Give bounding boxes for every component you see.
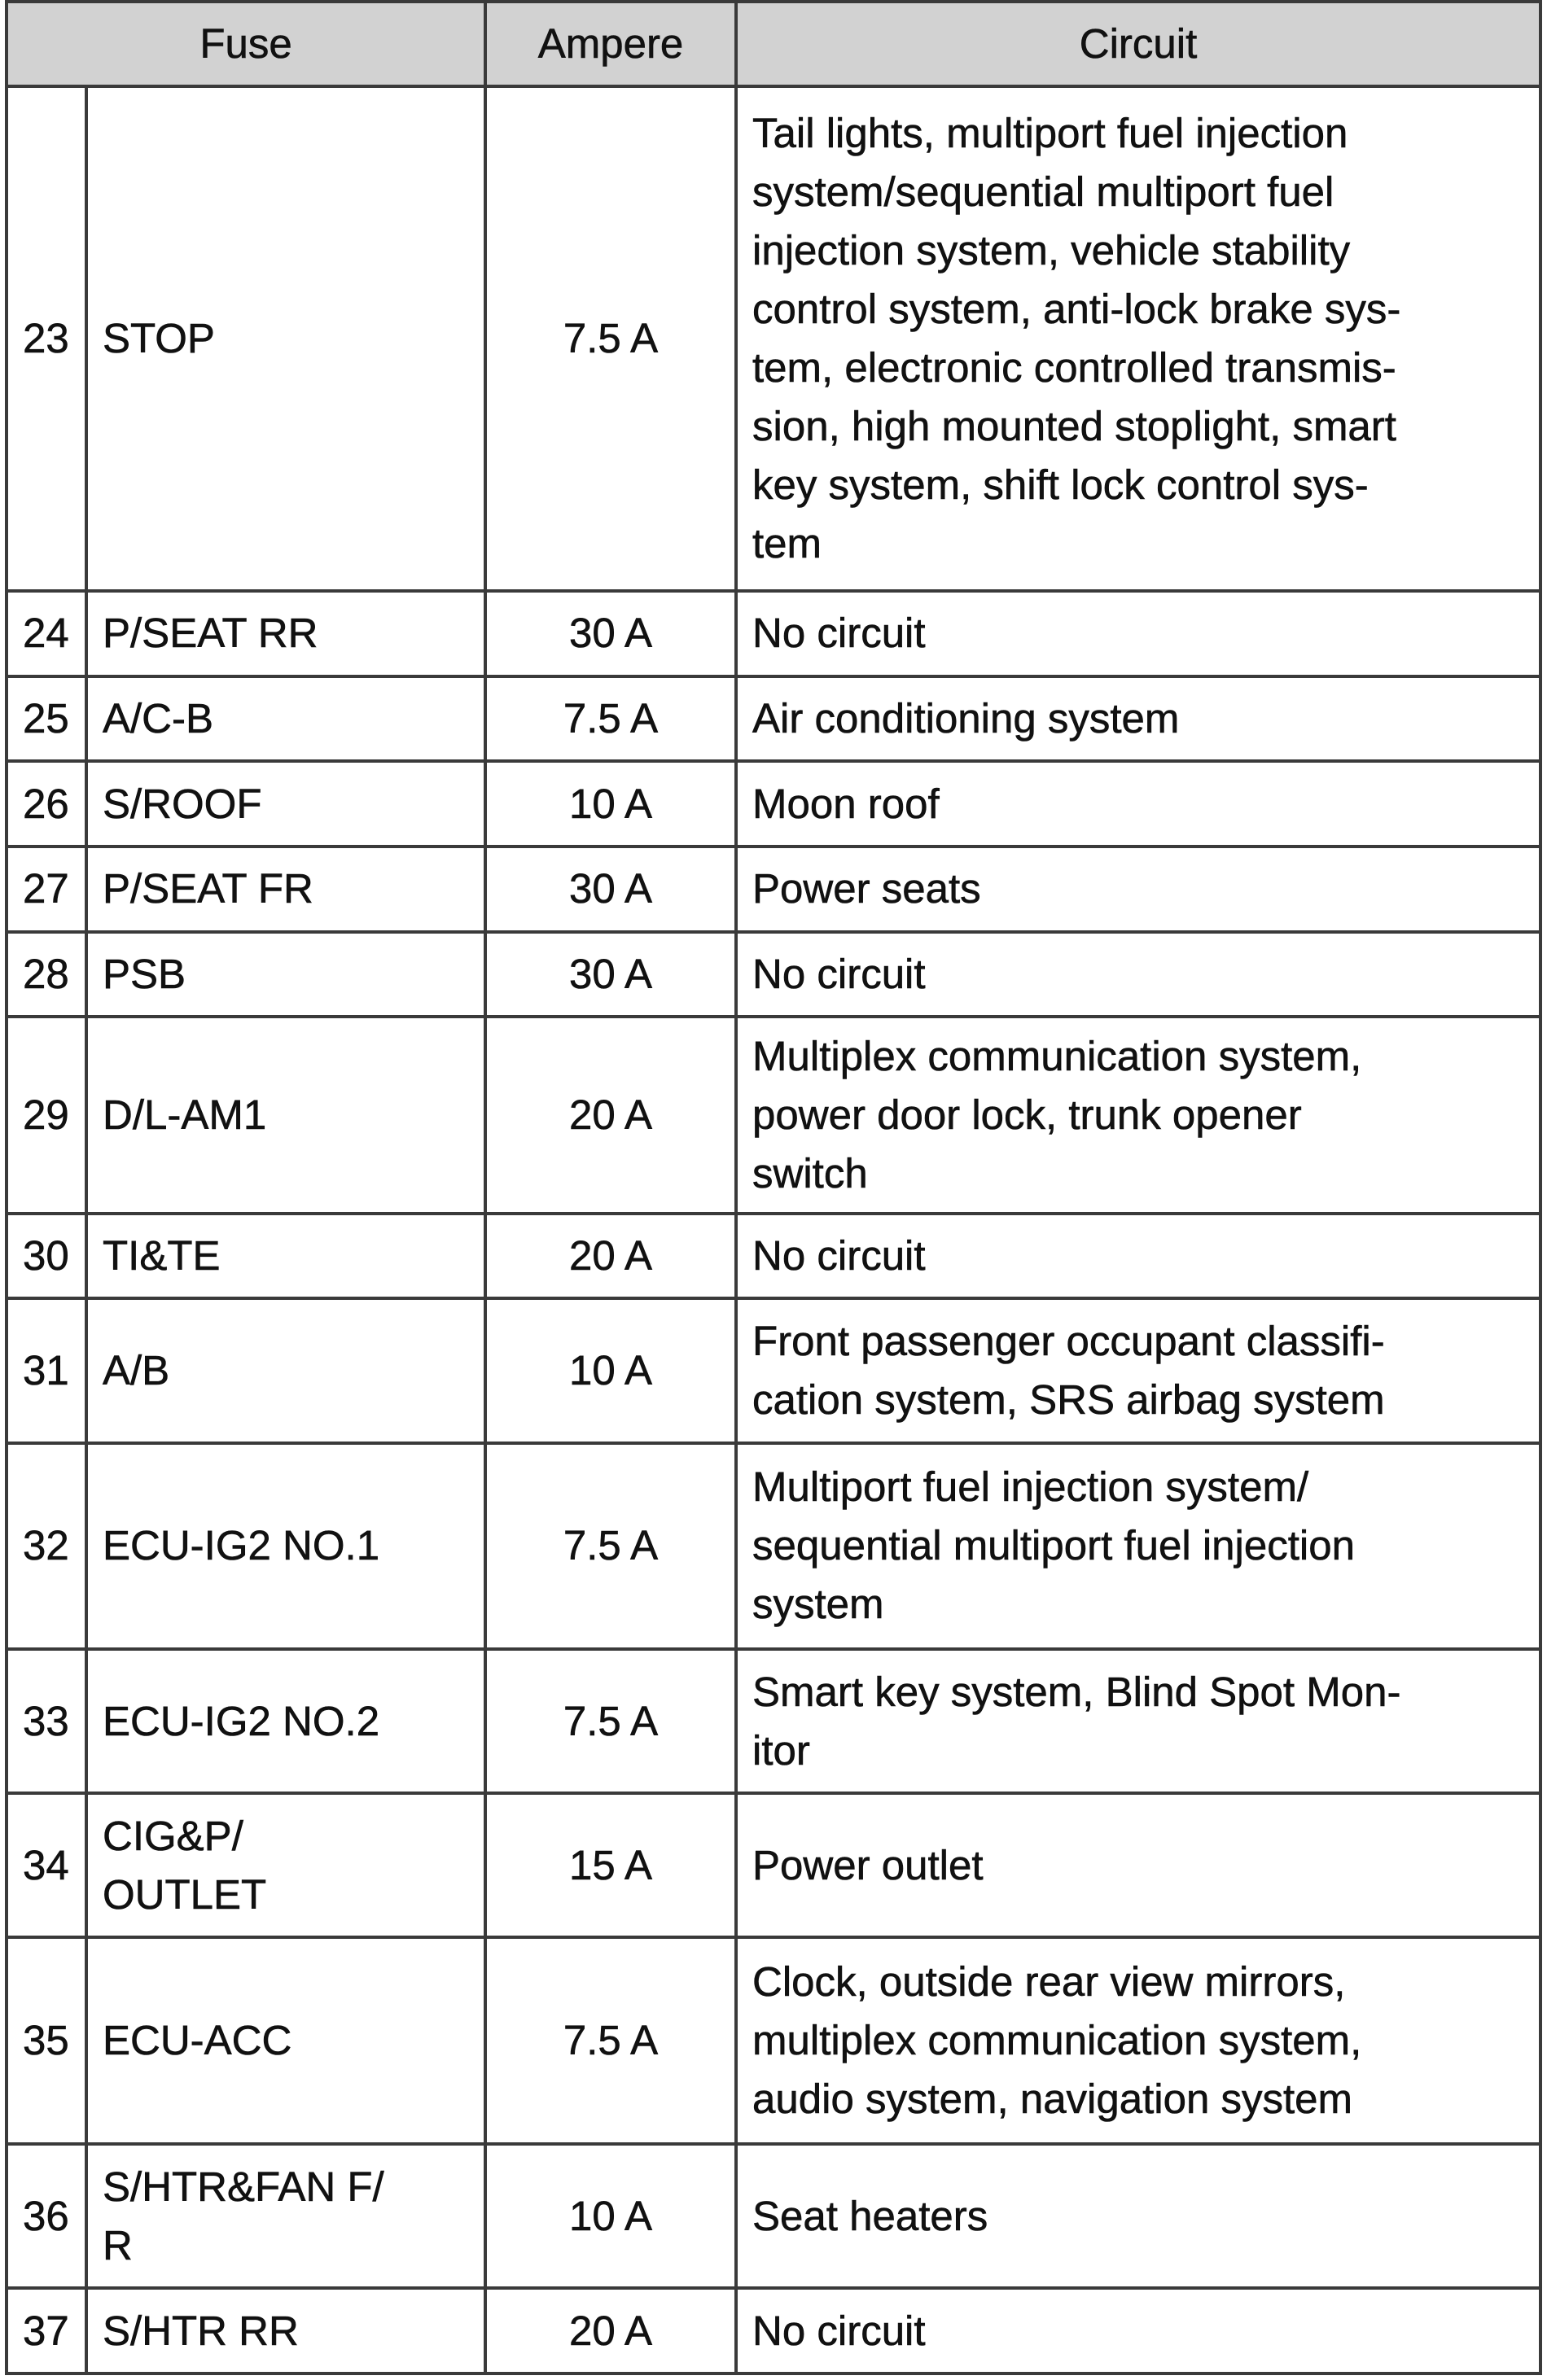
fuse-name-line: CIG&P/ [103,1812,243,1859]
fuse-table [5,0,1542,2375]
fuse-name-cell [86,1017,485,1214]
fuse-name-cell [86,2144,485,2288]
fuse-name-line: TI&TE [103,1232,221,1280]
fuse-number: 27 [23,865,69,912]
circuit-line: cation system, SRS airbag system [752,1376,1385,1424]
fuse-name-line: A/C-B [103,694,214,742]
ampere-value: 20 A [568,1232,653,1280]
fuse-number-cell [7,1298,86,1442]
ampere-cell [485,1937,736,2144]
circuit-line: audio system, navigation system [752,2076,1353,2123]
circuit-cell [736,86,1540,591]
fuse-number: 35 [23,2017,69,2064]
fuse-number-cell [7,932,86,1017]
ampere-value: 10 A [568,2192,653,2239]
fuse-number: 32 [23,1522,69,1569]
fuse-name-line: ECU-IG2 NO.2 [103,1697,380,1744]
circuit-cell [736,1793,1540,1937]
circuit-line: system [752,1581,884,1628]
fuse-number-cell [7,1937,86,2144]
ampere-value: 7.5 A [563,1522,659,1569]
ampere-cell [485,1298,736,1442]
fuse-name-line: S/HTR RR [103,2307,299,2354]
fuse-name-cell [86,676,485,762]
ampere-value: 30 A [568,610,653,657]
fuse-name-cell [86,1443,485,1650]
circuit-line: Smart key system, Blind Spot Mon- [752,1668,1401,1715]
ampere-value: 7.5 A [563,314,659,361]
table-body [7,86,1540,2373]
fuse-name-cell [86,1214,485,1299]
fuse-name-cell [86,1649,485,1793]
ampere-cell [485,932,736,1017]
fuse-name-cell [86,761,485,847]
fuse-name-line: PSB [103,950,186,997]
circuit-cell [736,847,1540,932]
fuse-name-cell [86,2288,485,2373]
ampere-value: 7.5 A [563,1697,659,1744]
ampere-cell [485,1214,736,1299]
ampere-value: 10 A [568,780,653,827]
fuse-number: 31 [23,1347,69,1394]
fuse-name-line: R [103,2221,133,2268]
circuit-line: sequential multiport fuel injection [752,1522,1355,1569]
circuit-line: Front passenger occupant classifi- [752,1318,1385,1365]
circuit-cell [736,1649,1540,1793]
fuse-number-cell [7,847,86,932]
ampere-value: 30 A [568,865,653,912]
fuse-number-cell [7,761,86,847]
ampere-value: 7.5 A [563,2017,659,2064]
ampere-cell [485,86,736,591]
header-circuit: Circuit [736,2,1540,86]
fuse-number-cell [7,2288,86,2373]
fuse-name-line: A/B [103,1347,170,1394]
fuse-number-cell [7,591,86,676]
ampere-value: 10 A [568,1347,653,1394]
fuse-name-line: STOP [103,314,215,361]
fuse-number: 26 [23,780,69,827]
circuit-cell [736,2144,1540,2288]
circuit-line: Moon roof [752,780,940,827]
ampere-cell [485,1793,736,1937]
circuit-line: injection system, vehicle stability [752,226,1351,273]
fuse-name-line: S/ROOF [103,780,262,827]
table-row [7,1793,1540,1937]
ampere-cell [485,2288,736,2373]
fuse-number: 25 [23,694,69,742]
fuse-name-cell [86,1937,485,2144]
table-row [7,1937,1540,2144]
table-row [7,2288,1540,2373]
fuse-number: 24 [23,610,69,657]
circuit-cell [736,1214,1540,1299]
fuse-name-cell [86,86,485,591]
table-row [7,1443,1540,1650]
table-row [7,761,1540,847]
circuit-line: switch [752,1150,868,1197]
fuse-name-cell [86,847,485,932]
fuse-name-line: D/L-AM1 [103,1092,267,1139]
fuse-name-line: OUTLET [103,1870,267,1918]
ampere-cell [485,847,736,932]
circuit-cell [736,932,1540,1017]
circuit-cell [736,761,1540,847]
fuse-name-cell [86,591,485,676]
header-row [7,2,1540,86]
circuit-line: power door lock, trunk opener [752,1092,1302,1139]
table-row [7,591,1540,676]
ampere-cell [485,1443,736,1650]
table-row [7,847,1540,932]
table-row [7,932,1540,1017]
circuit-cell [736,1017,1540,1214]
circuit-line: No circuit [752,2307,926,2354]
fuse-number-cell [7,2144,86,2288]
table-row [7,1649,1540,1793]
ampere-cell [485,1017,736,1214]
fuse-number-cell [7,86,86,591]
table-row [7,1214,1540,1299]
ampere-value: 20 A [568,2307,653,2354]
fuse-number-cell [7,1793,86,1937]
fuse-number-cell [7,676,86,762]
circuit-line: No circuit [752,610,926,657]
ampere-cell [485,676,736,762]
fuse-number-cell [7,1214,86,1299]
fuse-name-line: S/HTR&FAN F/ [103,2163,384,2210]
fuse-number: 36 [23,2192,69,2239]
ampere-cell [485,761,736,847]
fuse-number: 29 [23,1092,69,1139]
fuse-name-line: P/SEAT FR [103,865,313,912]
fuse-number: 34 [23,1841,69,1888]
ampere-value: 30 A [568,950,653,997]
circuit-cell [736,1298,1540,1442]
ampere-value: 20 A [568,1092,653,1139]
table-header [7,2,1540,86]
circuit-line: Clock, outside rear view mirrors, [752,1958,1346,2006]
header-fuse: Fuse [7,2,485,86]
circuit-line: control system, anti-lock brake sys- [752,285,1401,332]
circuit-line: itor [752,1726,810,1774]
circuit-line: multiplex communication system, [752,2017,1362,2064]
ampere-cell [485,1649,736,1793]
table-row [7,2144,1540,2288]
circuit-line: Multiport fuel injection system/ [752,1463,1309,1511]
circuit-line: Tail lights, multiport fuel injection [752,109,1348,156]
fuse-number: 23 [23,314,69,361]
ampere-cell [485,2144,736,2288]
circuit-line: tem [752,519,822,567]
circuit-line: system/sequential multiport fuel [752,168,1334,215]
circuit-line: Power outlet [752,1841,984,1888]
circuit-cell [736,1937,1540,2144]
fuse-number-cell [7,1443,86,1650]
ampere-value: 15 A [568,1841,653,1888]
circuit-cell [736,676,1540,762]
fuse-name-line: ECU-ACC [103,2017,292,2064]
table-row [7,676,1540,762]
fuse-name-line: P/SEAT RR [103,610,318,657]
circuit-cell [736,591,1540,676]
header-ampere: Ampere [485,2,736,86]
circuit-line: sion, high mounted stoplight, smart [752,402,1396,449]
ampere-cell [485,591,736,676]
circuit-line: tem, electronic controlled transmis- [752,343,1396,391]
circuit-line: No circuit [752,1232,926,1280]
fuse-name-cell [86,1298,485,1442]
circuit-line: Seat heaters [752,2192,988,2239]
fuse-name-line: ECU-IG2 NO.1 [103,1522,380,1569]
fuse-number: 30 [23,1232,69,1280]
ampere-value: 7.5 A [563,694,659,742]
fuse-number-cell [7,1649,86,1793]
table-row [7,86,1540,591]
circuit-line: Power seats [752,865,981,912]
circuit-line: Air conditioning system [752,694,1180,742]
fuse-number: 37 [23,2307,69,2354]
table-row [7,1017,1540,1214]
circuit-line: Multiplex communication system, [752,1033,1362,1080]
circuit-line: key system, shift lock control sys- [752,461,1369,508]
fuse-number-cell [7,1017,86,1214]
circuit-cell [736,2288,1540,2373]
fuse-number: 33 [23,1697,69,1744]
fuse-name-cell [86,932,485,1017]
circuit-line: No circuit [752,950,926,997]
circuit-cell [736,1443,1540,1650]
fuse-number: 28 [23,950,69,997]
table-row [7,1298,1540,1442]
fuse-name-cell [86,1793,485,1937]
